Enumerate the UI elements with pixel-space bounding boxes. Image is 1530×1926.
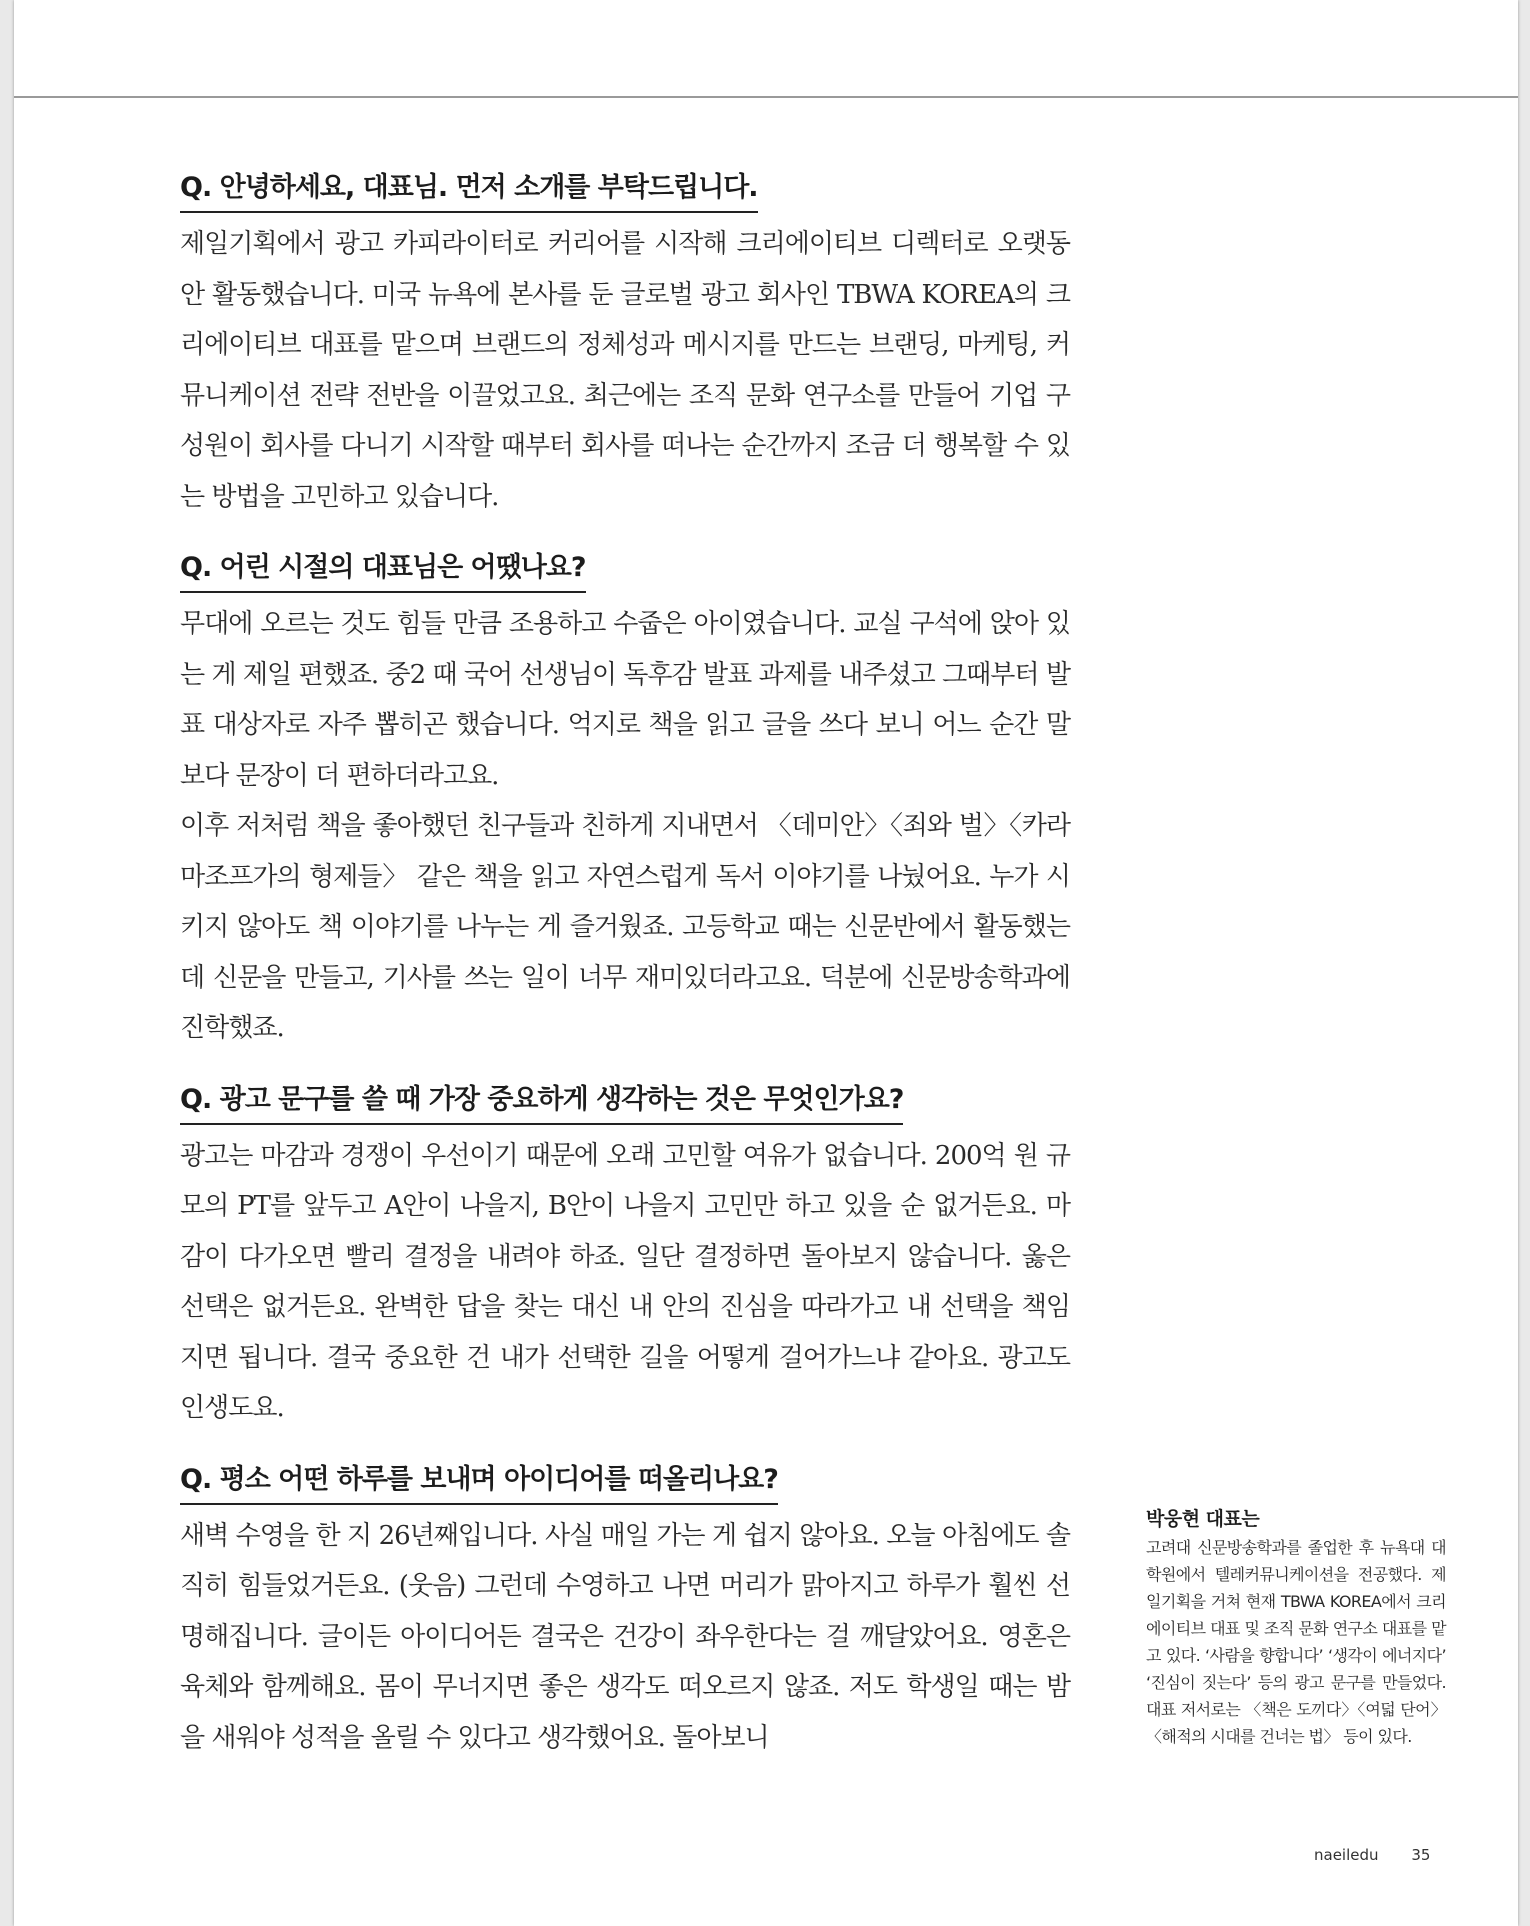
answer-paragraph: 제일기획에서 광고 카피라이터로 커리어를 시작해 크리에이티브 디렉터로 오랫동안 활동했습니다. 미국 뉴욕에 본사를 둔 글로벌 광고 회사인 TBWA KOREA의 크리에이티브 대표를 맡으며 브랜드의 정체성과 메시지를 만드는 브랜딩, 마케팅, 커뮤니케이션 전략 전반을 이끌었고요. 최근에는 조직 문화 연구소를 만들어 기업 구성원이 회사를 다니기 시작할 때부터 회사를 떠나는 순간까지 조금 더 행복할 수 있는 방법을 고민하고 있습니다.: [180, 229, 1070, 512]
question-heading: Q. 평소 어떤 하루를 보내며 아이디어를 떠올리나요?: [180, 1460, 778, 1505]
answer-paragraph: 광고는 마감과 경쟁이 우선이기 때문에 오래 고민할 여유가 없습니다. 200억 원 규모의 PT를 앞두고 A안이 나을지, B안이 나을지 고민만 하고 있을 순 없거든요. 마감이 다가오면 빨리 결정을 내려야 하죠. 일단 결정하면 돌아보지 않습니다. 옳은 선택은 없거든요. 완벽한 답을 찾는 대신 내 안의 진심을 따라가고 내 선택을 책임지면 됩니다. 결국 중요한 건 내가 선택한 길을 어떻게 걸어가느냐 같아요. 광고도 인생도요.: [180, 1140, 1070, 1423]
footer-brand: naeiledu: [1314, 1846, 1379, 1864]
answer-text: [180, 219, 1070, 522]
profile-sidebar: [1146, 1506, 1446, 1750]
answer-paragraph: 이후 저처럼 책을 좋아했던 친구들과 친하게 지내면서 〈데미안〉〈죄와 벌〉〈카라마조프가의 형제들〉 같은 책을 읽고 자연스럽게 독서 이야기를 나눴어요. 누가 시키지 않아도 책 이야기를 나누는 게 즐거웠죠. 고등학교 때는 신문반에서 활동했는데 신문을 만들고, 기사를 쓰는 일이 너무 재미있더라고요. 덕분에 신문방송학과에 진학했죠.: [180, 811, 1070, 1043]
page-footer: [1314, 1846, 1430, 1864]
magazine-page: [14, 0, 1518, 1926]
qa-block-intro: [180, 168, 1070, 522]
profile-title: 박웅현 대표는: [1146, 1508, 1260, 1530]
qa-block-daily-routine: [180, 1460, 1070, 1764]
qa-block-ad-copy: [180, 1080, 1070, 1434]
answer-text: [180, 1131, 1070, 1434]
question-heading: Q. 안녕하세요, 대표님. 먼저 소개를 부탁드립니다.: [180, 168, 758, 213]
header-rule: [14, 96, 1518, 98]
answer-text: [180, 599, 1070, 1054]
question-heading: Q. 어린 시절의 대표님은 어땠나요?: [180, 548, 586, 593]
page-number: 35: [1411, 1846, 1431, 1864]
answer-paragraph: 새벽 수영을 한 지 26년째입니다. 사실 매일 가는 게 쉽지 않아요. 오늘 아침에도 솔직히 힘들었거든요. (웃음) 그런데 수영하고 나면 머리가 맑아지고 하루가 훨씬 선명해집니다. 글이든 아이디어든 결국은 건강이 좌우한다는 걸 깨달았어요. 영혼은 육체와 함께해요. 몸이 무너지면 좋은 생각도 떠오르지 않죠. 저도 학생일 때는 밤을 새워야 성적을 올릴 수 있다고 생각했어요. 돌아보니: [180, 1520, 1070, 1753]
answer-paragraph: 무대에 오르는 것도 힘들 만큼 조용하고 수줍은 아이였습니다. 교실 구석에 앉아 있는 게 제일 편했죠. 중2 때 국어 선생님이 독후감 발표 과제를 내주셨고 그때부터 발표 대상자로 자주 뽑히곤 했습니다. 억지로 책을 읽고 글을 쓰다 보니 어느 순간 말보다 문장이 더 편하더라고요.: [180, 609, 1070, 791]
qa-block-childhood: [180, 548, 1070, 1054]
question-heading: Q. 광고 문구를 쓸 때 가장 중요하게 생각하는 것은 무엇인가요?: [180, 1080, 903, 1125]
profile-body: 고려대 신문방송학과를 졸업한 후 뉴욕대 대학원에서 텔레커뮤니케이션을 전공했다. 제일기획을 거쳐 현재 TBWA KOREA에서 크리에이티브 대표 및 조직 문화 연구소 대표를 맡고 있다. ‘사람을 향합니다’ ‘생각이 에너지다’ ‘진심이 짓는다’ 등의 광고 문구를 만들었다. 대표 저서로는 〈책은 도끼다〉〈여덟 단어〉〈해적의 시대를 건너는 법〉 등이 있다.: [1146, 1538, 1446, 1746]
answer-text: [180, 1511, 1070, 1764]
interview-column: [180, 168, 1070, 1789]
